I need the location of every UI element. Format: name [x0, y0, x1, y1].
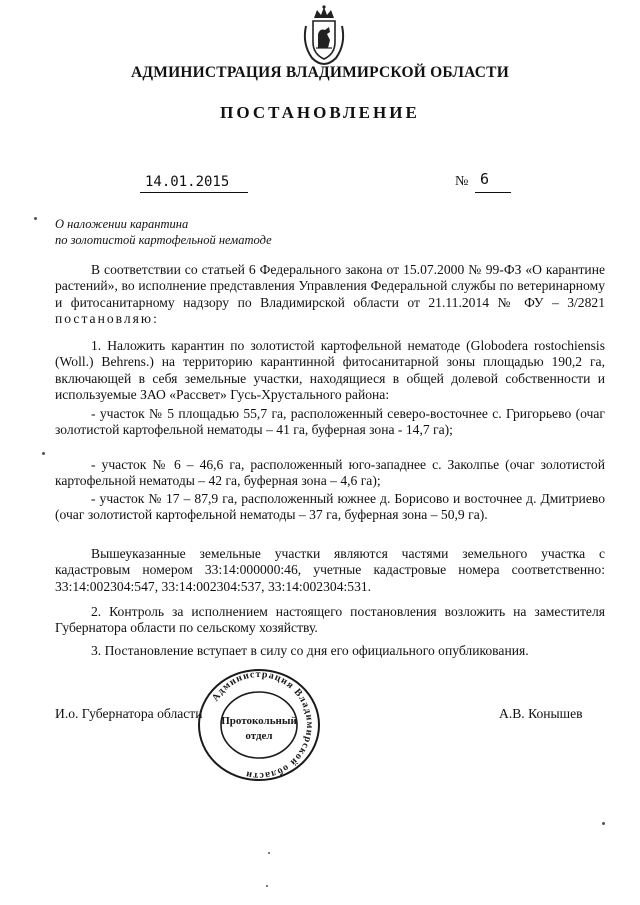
plot-2-paragraph [55, 457, 605, 490]
plot-3-text: - участок № 17 – 87,9 га, расположенный южнее д. Борисово и восточнее д. Дмитриево (очаг золотистой картофельной нематоды – 37 га, буферная зона – 50,9 га). [55, 491, 605, 523]
item-2-paragraph [55, 604, 605, 637]
number-underline [475, 192, 511, 193]
stamp-ring-text: Администрация Владимирской области [210, 668, 316, 782]
scan-speck [266, 885, 268, 887]
plot-1-paragraph [55, 406, 605, 439]
scan-speck [42, 452, 45, 455]
item-3-paragraph [55, 643, 605, 659]
organization-title: АДМИНИСТРАЦИЯ ВЛАДИМИРСКОЙ ОБЛАСТИ [131, 64, 509, 81]
plot-2-text: - участок № 6 – 46,6 га, расположенный юго-западнее с. Заколпье (очаг золотистой картофельной нематоды – 42 га, буферная зона – 4,6 га); [55, 457, 605, 489]
stamp-line-1: Протокольный [221, 715, 297, 727]
scan-speck [34, 217, 37, 220]
scan-speck [602, 822, 605, 825]
preamble-paragraph [55, 262, 605, 328]
signer-name: А.В. Конышев [499, 706, 583, 721]
coat-of-arms-emblem [300, 4, 348, 66]
item-1-text: 1. Наложить карантин по золотистой картофельной нематоде (Globodera rostochiensis (Woll.) Behrens.) на территорию карантинной фитосанитарной зоны площадью 190,2 га, включающей в себя земельные участки, находящиеся в общей долевой собственности и используемые ЗАО «Рассвет» Гусь-Хрустального района: [55, 338, 605, 403]
document-number: 6 [480, 170, 490, 188]
preamble-action: постановляю: [55, 311, 159, 327]
item-1-paragraph [55, 338, 605, 404]
subject-line-2: по золотистой картофельной нематоде [55, 233, 272, 247]
item-3-text: 3. Постановление вступает в силу со дня его официального опубликования. [91, 643, 529, 658]
official-stamp [192, 666, 326, 784]
plot-1-text: - участок № 5 площадью 55,7 га, расположенный северо-восточнее с. Григорьево (очаг золотистой картофельной нематоды – 41 га, буферная зона - 14,7 га); [55, 406, 605, 438]
number-label: № [455, 174, 469, 189]
scan-speck [268, 852, 270, 854]
document-date: 14.01.2015 [145, 174, 230, 190]
cadastral-paragraph [55, 546, 605, 595]
plot-3-paragraph [55, 491, 605, 524]
document-type-title: ПОСТАНОВЛЕНИЕ [220, 103, 420, 122]
subject-line-1: О наложении карантина [55, 217, 189, 231]
date-underline [140, 192, 248, 193]
signer-title: И.о. Губернатора области [55, 706, 203, 721]
stamp-line-2: отдел [245, 730, 273, 742]
cadastral-text: Вышеуказанные земельные участки являются частями земельного участка с кадастровым номером 33:14:000000:46, учетные кадастровые номера соответственно: 33:14:002304:547, 33:14:002304:537, 33:14:002304:531. [55, 546, 605, 594]
preamble-text: В соответствии со статьей 6 Федерального закона от 15.07.2000 № 99-ФЗ «О карантине растений», во исполнение представления Управления Федеральной службы по ветеринарному и фитосанитарному надзору по Владимирской области от 21.11.2014 № ФУ – 3/2821 [55, 262, 605, 310]
item-2-text: 2. Контроль за исполнением настоящего постановления возложить на заместителя Губернатора области по сельскому хозяйству. [55, 604, 605, 636]
document-subject [55, 216, 272, 248]
